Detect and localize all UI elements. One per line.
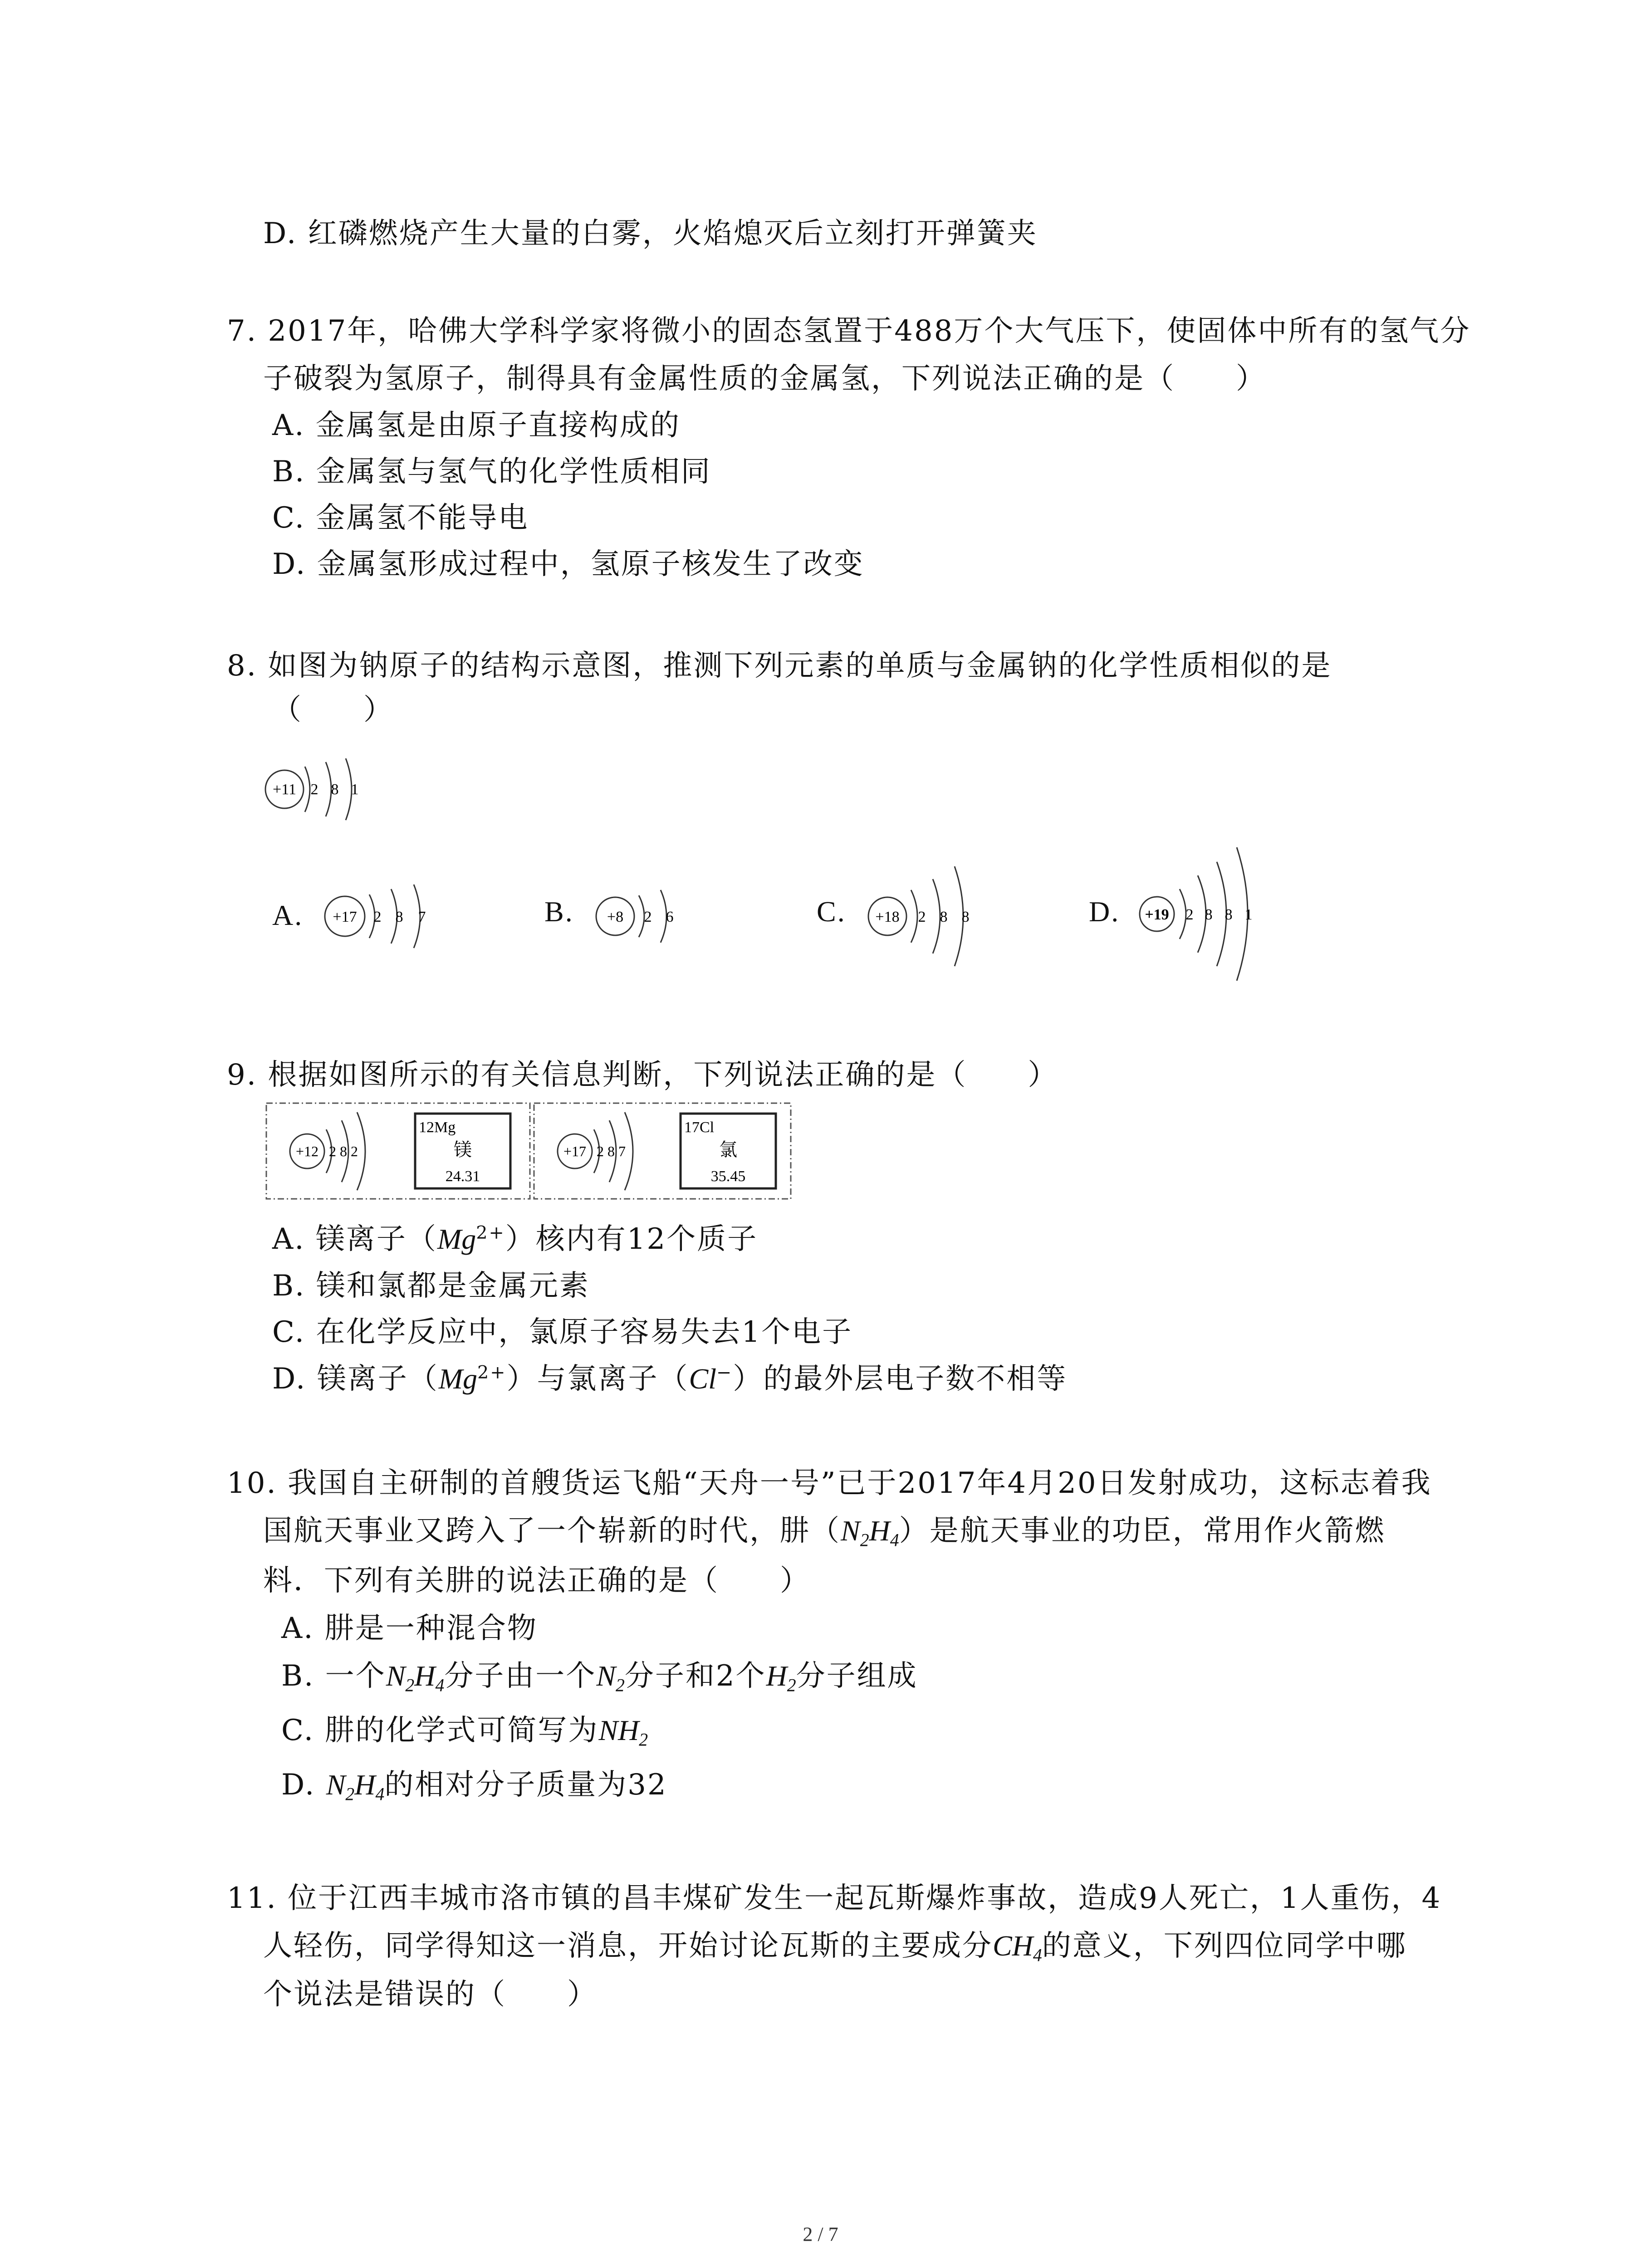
svg-text:8: 8 (940, 909, 948, 925)
q7-option-a: A. 金属氢是由原子直接构成的 (272, 409, 681, 442)
q7-option-d: D. 金属氢形成过程中，氢原子核发生了改变 (272, 547, 864, 581)
q8-option-a-label: A. (272, 899, 304, 931)
q9-option-b: B. 镁和氯都是金属元素 (272, 1269, 590, 1303)
cl-name: 氯 (719, 1139, 737, 1160)
svg-text:2: 2 (373, 909, 382, 925)
sodium-shell-1: 2 (310, 781, 318, 798)
svg-text:7: 7 (418, 909, 426, 925)
svg-text:2: 2 (644, 909, 652, 925)
cl-shells: 2 8 7 (597, 1143, 626, 1159)
cl-mass: 35.45 (710, 1168, 746, 1185)
q9-option-a: A. 镁离子$(Mg^{2+})$核内有12个质子 (272, 1222, 758, 1256)
q8-stem-line-2: （ ） (272, 693, 394, 727)
mg-mass: 24.31 (445, 1168, 480, 1185)
sodium-atom-diagram (259, 748, 377, 830)
sodium-nucleus: +11 (273, 781, 296, 798)
svg-text:6: 6 (666, 909, 674, 925)
q10-stem-line-2: 国航天事业又跨入了一个崭新的时代，肼$(N_2H_4)$是航天事业的功臣，常用作火箭燃 (263, 1514, 1386, 1550)
q10-option-a: A. 肼是一种混合物 (281, 1612, 538, 1645)
q11-stem-line-3: 个说法是错误的（ ） (263, 1978, 598, 2011)
svg-text:2: 2 (1185, 906, 1194, 923)
q7-stem-line-2: 子破裂为氢原子，制得具有金属性质的金属氢，下列说法正确的是（ ） (263, 362, 1266, 396)
q10-stem-line-1: 10. 我国自主研制的首艘货运飞船“天舟一号”已于2017年4月20日发射成功，这标志着我 (227, 1466, 1432, 1500)
q9-option-c: C. 在化学反应中，氯原子容易失去1个电子 (272, 1315, 853, 1349)
q6-option-d: D. 红磷燃烧产生大量的白雾，火焰熄灭后立刻打开弹簧夹 (263, 217, 1038, 250)
svg-text:2: 2 (918, 909, 926, 925)
mg-name: 镁 (454, 1139, 472, 1160)
q8-option-d-diagram (1130, 839, 1275, 989)
q8-option-b-label: B. (544, 895, 574, 928)
q11-stem-line-2: 人轻伤，同学得知这一消息，开始讨论瓦斯的主要成分$CH_4$的意义，下列四位同学中哪 (263, 1929, 1407, 1965)
svg-text:+19: +19 (1145, 906, 1169, 923)
cl-symbol: 17Cl (684, 1119, 715, 1136)
q7-option-c: C. 金属氢不能导电 (272, 501, 529, 535)
svg-text:8: 8 (1225, 906, 1233, 923)
svg-text:8: 8 (395, 909, 403, 925)
q8-option-b-diagram (585, 875, 703, 957)
mg-symbol: 12Mg (419, 1119, 456, 1136)
chlorine-info-panel (533, 1102, 792, 1200)
q7-stem-line-1: 7. 2017年，哈佛大学科学家将微小的固态氢置于488万个大气压下，使固体中所有的氢气分 (227, 314, 1471, 348)
q11-stem-line-1: 11. 位于江西丰城市洛市镇的昌丰煤矿发生一起瓦斯爆炸事故，造成9人死亡，1人重伤，4 (227, 1882, 1442, 1915)
svg-text:+17: +17 (333, 909, 357, 925)
q10-option-c: C. 肼的化学式可简写为$NH_2$ (281, 1714, 648, 1750)
q8-option-c-diagram (857, 853, 994, 971)
svg-text:+8: +8 (607, 909, 624, 925)
q9-stem: 9. 根据如图所示的有关信息判断，下列说法正确的是（ ） (227, 1058, 1058, 1092)
q9-option-d: D. 镁离子$(Mg^{2+})$与氯离子（Cl−）的最外层电子数不相等 (272, 1362, 1068, 1396)
svg-text:+18: +18 (875, 909, 900, 925)
q8-option-a-diagram (313, 871, 449, 962)
mg-nucleus: +12 (295, 1143, 319, 1159)
q10-option-b: B. 一个$N_2H_4$分子由一个$N_2$分子和2个$H_2$分子组成 (281, 1659, 918, 1696)
svg-text:8: 8 (961, 909, 970, 925)
cl-nucleus: +17 (563, 1143, 587, 1159)
sodium-shell-2: 8 (331, 781, 339, 798)
q10-stem-line-3: 料．下列有关肼的说法正确的是（ ） (263, 1564, 810, 1598)
sodium-shell-3: 1 (351, 781, 359, 798)
svg-text:8: 8 (1205, 906, 1213, 923)
magnesium-info-panel (265, 1102, 531, 1200)
svg-text:1: 1 (1244, 906, 1253, 923)
mg-shells: 2 8 2 (329, 1143, 358, 1159)
q8-stem-line-1: 8. 如图为钠原子的结构示意图，推测下列元素的单质与金属钠的化学性质相似的是 (227, 649, 1332, 683)
q7-option-b: B. 金属氢与氢气的化学性质相同 (272, 455, 711, 489)
q8-option-d-label: D. (1089, 895, 1120, 928)
q8-option-c-label: C. (817, 895, 846, 928)
q10-option-d: D. $N_2H_4$的相对分子质量为32 (281, 1768, 667, 1804)
page-number: 2 / 7 (803, 2223, 838, 2245)
